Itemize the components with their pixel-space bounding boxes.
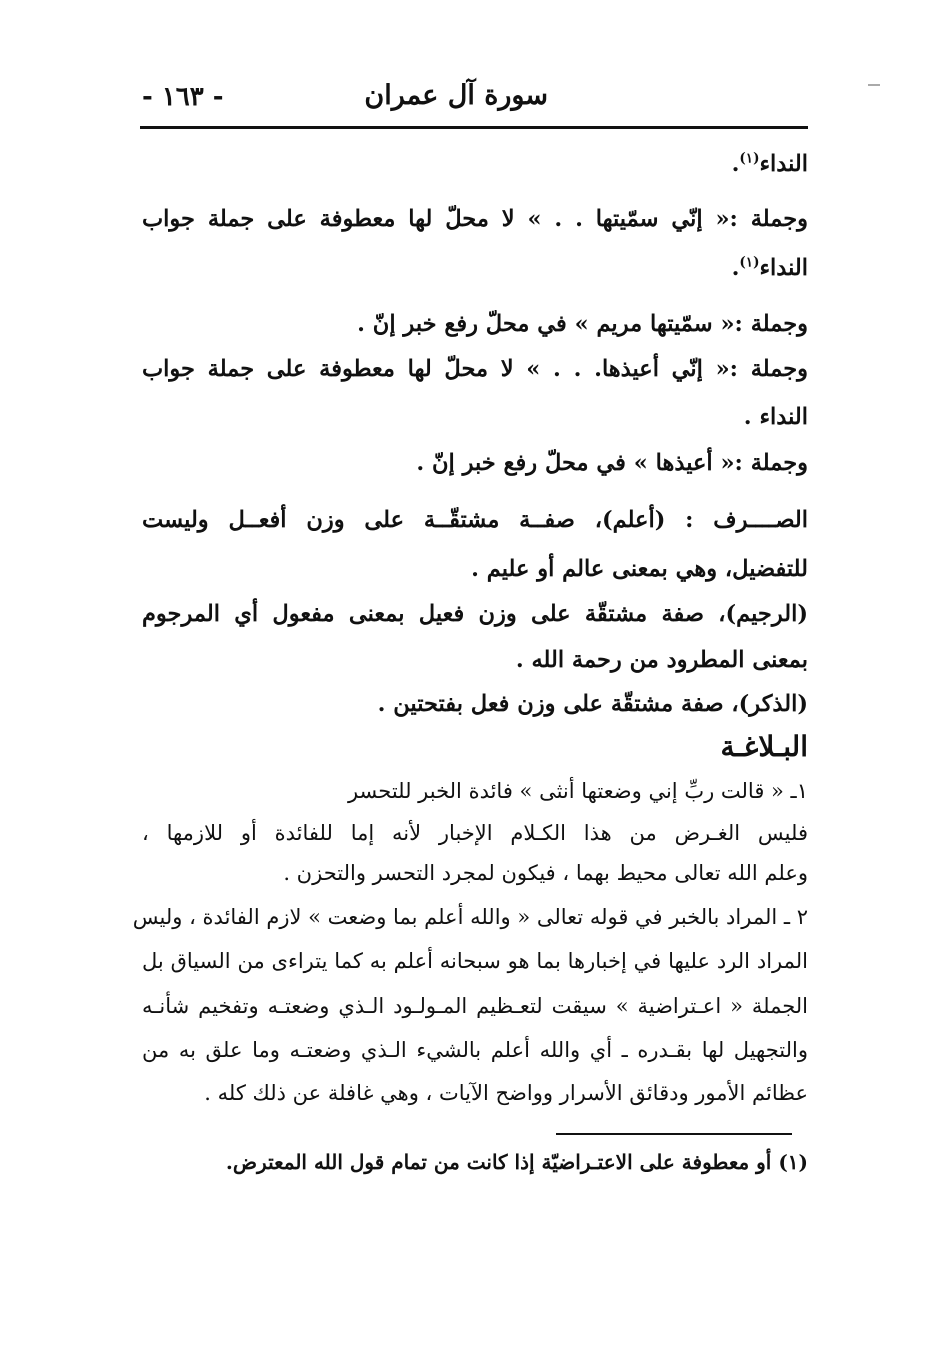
text-line: الصــــرف : (أعلم)، صفــة مشتقّــة على وزن أفعــل وليست bbox=[142, 507, 808, 533]
balagha-line: ١ـ « قالت ربِّ إني وضعتها أنثى » فائدة الخبر للتحسر bbox=[347, 779, 808, 803]
balagha-line: عظائم الأمور ودقائق الأسرار وواضح الآيات ، وهي غافلة عن ذلك كله . bbox=[204, 1081, 808, 1105]
term-sarf: الصــــرف bbox=[713, 507, 808, 533]
page-number: - ١٦٣ - bbox=[142, 82, 224, 112]
balagha-line: والتجهيل لها بقـدره ـ أي والله أعلم بالشيء الـذي وضعتـه وما علق به من bbox=[142, 1038, 808, 1062]
text-line: النداء$^{(١)}$. bbox=[731, 254, 808, 281]
surah-title: سورة آل عمران bbox=[364, 80, 548, 111]
text-line: (الرجيم)، صفة مشتقّة على وزن فعيل بمعنى مفعول أي المرجوم bbox=[142, 601, 808, 627]
text-line: النداء . bbox=[743, 404, 808, 430]
text-line: وجملة :« أعيذها » في محلّ رفع خبر إنّ . bbox=[416, 450, 808, 476]
balagha-line: وعلم الله تعالى محيط بهما ، فيكون لمجرد التحسر والتحزن . bbox=[283, 861, 808, 885]
balagha-line: ٢ ـ المراد بالخبر في قوله تعالى « والله أعلم بما وضعت » لازم الفائدة ، وليس bbox=[132, 905, 808, 929]
footnote: (١) أو معطوفة على الاعتـراضيّة إذا كانت من تمام قول الله المعترض. bbox=[225, 1150, 808, 1174]
footnote-divider bbox=[556, 1133, 792, 1135]
section-title-balagha: البـلاغـة bbox=[720, 730, 808, 763]
text-line: بمعنى المطرود من رحمة الله . bbox=[515, 647, 808, 673]
text-line: وجملة :« إنّي سمّيتها . . » لا محلّ لها معطوفة على جملة جواب bbox=[142, 206, 808, 232]
balagha-line: المراد الرد عليها في إخبارها بما هو سبحانه أعلم به كما يتراءى من السياق بل bbox=[142, 949, 808, 973]
text-line: وجملة :« سمّيتها مريم » في محلّ رفع خبر إنّ . bbox=[357, 311, 808, 337]
scan-mark bbox=[868, 84, 880, 86]
text-line: وجملة :« إنّي أعيذها. . . » لا محلّ لها معطوفة على جملة جواب bbox=[142, 356, 808, 382]
page-header bbox=[140, 80, 808, 129]
text-line: للتفضيل، وهي بمعنى عالم أو عليم . bbox=[471, 556, 808, 582]
text-line: النداء$^{(١)}$. bbox=[731, 150, 808, 177]
balagha-line: فليس الغـرض من هذا الكـلام الإخبار لأنه إما للفائدة أو للازمها ، bbox=[142, 821, 808, 845]
text-line: (الذكر)، صفة مشتقّة على وزن فعل بفتحتين . bbox=[377, 691, 808, 717]
balagha-line: الجملة « اعـتراضية » سيقت لتعـظيم المـولـود الـذي وضعتـه وتفخيم شأنـه bbox=[142, 994, 808, 1018]
